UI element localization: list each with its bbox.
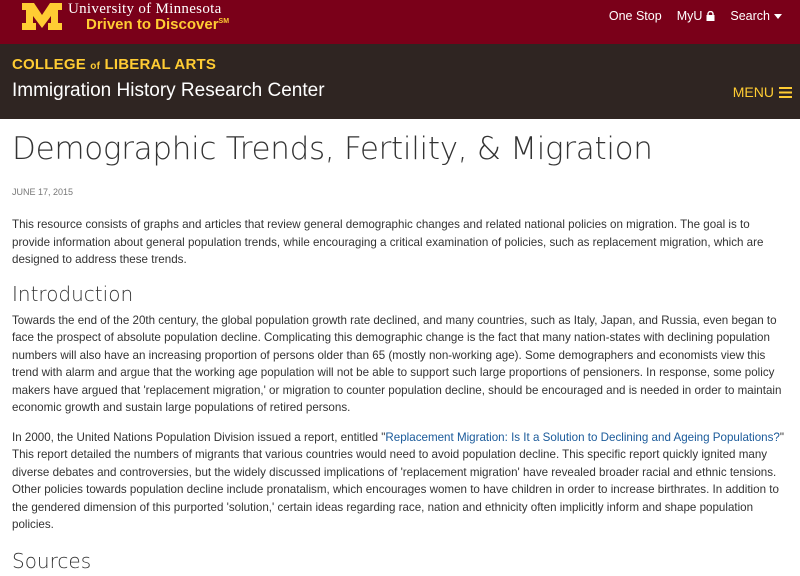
block-m-logo[interactable]	[22, 3, 62, 30]
main-content	[0, 131, 800, 573]
tagline	[86, 16, 229, 33]
one-stop-link[interactable]	[609, 9, 662, 23]
one-stop-label: One Stop	[608, 9, 662, 23]
un-report-paragraph	[12, 429, 788, 534]
menu-label: MENU	[732, 84, 774, 100]
intro-paragraph: This resource consists of graphs and articles that review general demographic changes and related national policies on migration. The goal is to provide information about general population trends, while encouraging a critical examination of policies, such as replacement migration, which are designed to address these trends.	[12, 218, 764, 266]
sources-heading: Sources	[12, 548, 92, 573]
college-name-suffix: LIBERAL ARTS	[104, 56, 217, 73]
tagline-text: Driven to Discover	[86, 16, 219, 33]
top-bar	[0, 0, 800, 44]
lock-icon	[706, 11, 715, 21]
college-header	[0, 44, 800, 119]
caret-down-icon	[774, 14, 782, 19]
search-label: Search	[730, 9, 770, 23]
college-name[interactable]	[12, 56, 216, 73]
service-mark: SM	[218, 18, 230, 25]
unit-name[interactable]: Immigration History Research Center	[12, 80, 325, 101]
page-title: Demographic Trends, Fertility, & Migration	[12, 131, 653, 167]
top-nav	[609, 9, 782, 23]
introduction-paragraph: Towards the end of the 20th century, the global population growth rate declined, and many countries, such as Italy, Japan, and Russia, even began to face the prospect of absolute population decline. Complicating this demographic change is the fact that many nation-states with declining population numbers will also have an increasing proportion of persons older than 65 (mostly non-working age). Some demographers and economists view this trend with alarm and argue that the working age population will not be able to support such large proportions of pensioners. In response, some policy makers have argued that 'replacement migration,' or migration to counter population decline, should be encouraged and is needed in order to maintain economic growth and sustain large populations of retired persons.	[12, 313, 782, 414]
search-button[interactable]	[730, 9, 782, 23]
introduction-heading: Introduction	[12, 281, 134, 306]
publish-date: JUNE 17, 2015	[12, 187, 74, 197]
college-name-of: of	[90, 61, 101, 72]
university-name[interactable]: University of Minnesota	[68, 1, 222, 17]
p2-text-before: In 2000, the United Nations Population Division issued a report, entitled "	[12, 430, 386, 444]
myu-label: MyU	[676, 9, 703, 23]
college-name-prefix: COLLEGE	[12, 56, 86, 73]
un-report-link[interactable]: Replacement Migration: Is It a Solution to Declining and Ageing Populations?	[385, 430, 780, 444]
hamburger-icon	[779, 87, 792, 98]
menu-button[interactable]	[733, 84, 792, 100]
myu-link[interactable]	[677, 9, 716, 23]
p2-text-after: " This report detailed the numbers of migrants that various countries would need to avoid population decline. This specific report quickly ignited many diverse debates and controversies, but the widely discussed implications of 'replacement migration' have revealed broader racial and ethnic tensions. Other policies towards population decline include pronatalism, which encourages women to have children in order to increase birthrates. In addition to the gendered dimension of this purported 'solution,' certain ideas regarding race, nation and ethnicity often implicitly inform and shape population policies.	[12, 430, 784, 531]
